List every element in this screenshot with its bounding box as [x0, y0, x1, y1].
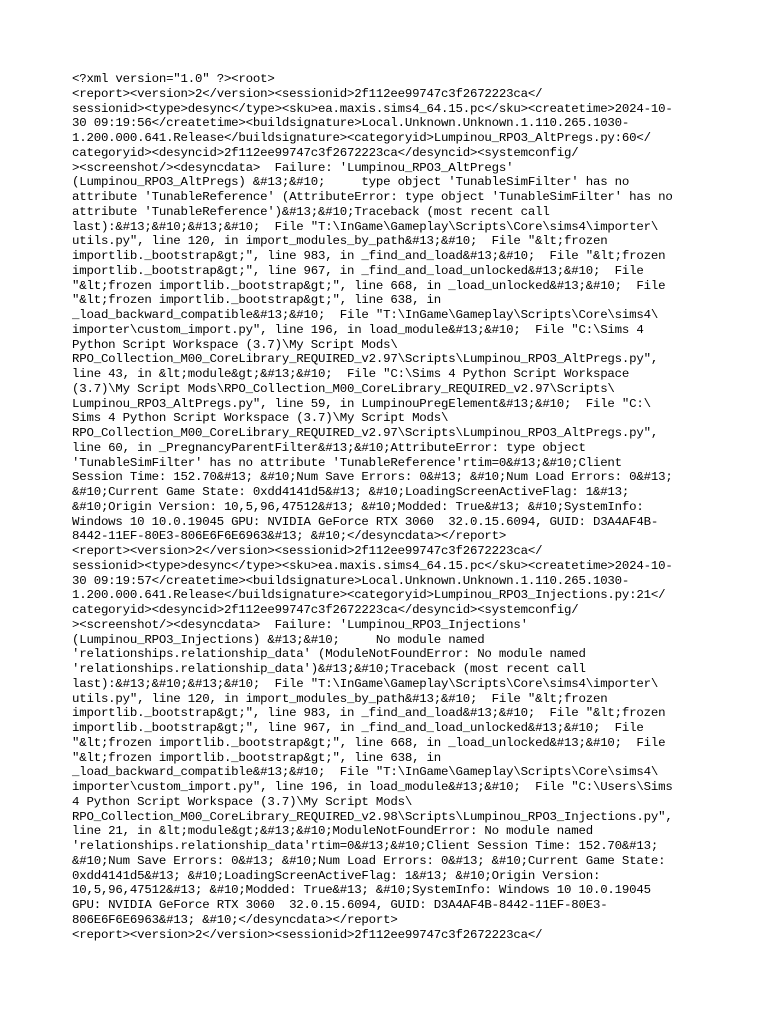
doc-line: 'relationships.relationship_data'rtim=0&#13;&#10;Client Session Time: 152.70&#13;: [72, 839, 659, 853]
doc-line: attribute 'TunableReference' (AttributeError: type object 'TunableSimFilter' has no: [72, 190, 673, 204]
doc-line: RPO_Collection_M00_CoreLibrary_REQUIRED_v2.98\Scripts\Lumpinou_RPO3_Injections.py",: [72, 809, 673, 824]
doc-line: sessionid><type>desync</type><sku>ea.maxis.sims4_64.15.pc</sku><createtime>2024-10-: [72, 101, 673, 116]
doc-line: importlib._bootstrap&gt;", line 983, in _find_and_load&#13;&#10; File "&lt;frozen: [72, 706, 666, 721]
doc-line: Sims 4 Python Script Workspace (3.7)\My Script Mods\: [72, 411, 449, 426]
doc-line: attribute 'TunableReference')&#13;&#10;Traceback (most recent call: [72, 204, 550, 219]
doc-line: 30 09:19:57</createtime><buildsignature>Local.Unknown.Unknown.1.110.265.1030-: [72, 573, 630, 588]
doc-line: ><screenshot/><desyncdata> Failure: 'Lumpinou_RPO3_AltPregs': [72, 160, 514, 175]
doc-line: &#10;Current Game State: 0xdd4141d5&#13; &#10;LoadingScreenActiveFlag: 1&#13;: [72, 485, 630, 499]
doc-line: <report><version>2</version><sessionid>2f112ee99747c3f2672223ca</: [72, 927, 543, 942]
doc-line: Python Script Workspace (3.7)\My Script Mods\: [72, 337, 398, 352]
doc-line: Lumpinou_RPO3_AltPregs.py", line 59, in LumpinouPregElement&#13;&#10; File "C:\: [72, 396, 651, 411]
doc-line: utils.py", line 120, in import_modules_by_path&#13;&#10; File "&lt;frozen: [72, 234, 608, 249]
doc-line: _load_backward_compatible&#13;&#10; File "T:\InGame\Gameplay\Scripts\Core\sims4\: [72, 765, 659, 780]
doc-line: importer\custom_import.py", line 196, in load_module&#13;&#10; File "C:\Users\Sims: [72, 780, 673, 794]
doc-line: utils.py", line 120, in import_modules_by_path&#13;&#10; File "&lt;frozen: [72, 691, 608, 706]
doc-line: (3.7)\My Script Mods\RPO_Collection_M00_CoreLibrary_REQUIRED_v2.97\Scripts\: [72, 381, 615, 396]
doc-line: Windows 10 10.0.19045 GPU: NVIDIA GeForce RTX 3060 32.0.15.6094, GUID: D3A4AF4B-: [72, 514, 659, 529]
doc-line: ><screenshot/><desyncdata> Failure: 'Lumpinou_RPO3_Injections': [72, 617, 528, 632]
doc-line: importlib._bootstrap&gt;", line 967, in _find_and_load_unlocked&#13;&#10; File: [72, 263, 644, 278]
document-text-block: [72, 72, 712, 942]
doc-line: RPO_Collection_M00_CoreLibrary_REQUIRED_v2.97\Scripts\Lumpinou_RPO3_AltPregs.py",: [72, 426, 659, 440]
doc-line: Session Time: 152.70&#13; &#10;Num Save Errors: 0&#13; &#10;Num Load Errors: 0&#13;: [72, 470, 673, 485]
doc-line: 0xdd4141d5&#13; &#10;LoadingScreenActiveFlag: 1&#13; &#10;Origin Version:: [72, 868, 601, 883]
doc-line: line 60, in _PregnancyParentFilter&#13;&#10;AttributeError: type object: [72, 440, 586, 455]
doc-line: "&lt;frozen importlib._bootstrap&gt;", line 668, in _load_unlocked&#13;&#10; File: [72, 278, 666, 293]
doc-line: <report><version>2</version><sessionid>2f112ee99747c3f2672223ca</: [72, 86, 543, 101]
doc-line: categoryid><desyncid>2f112ee99747c3f2672223ca</desyncid><systemconfig/: [72, 145, 579, 160]
doc-line: &#10;Origin Version: 10,5,96,47512&#13; &#10;Modded: True&#13; &#10;SystemInfo:: [72, 499, 644, 514]
doc-line: 'relationships.relationship_data')&#13;&#10;Traceback (most recent call: [72, 662, 586, 676]
doc-line: &#10;Num Save Errors: 0&#13; &#10;Num Load Errors: 0&#13; &#10;Current Game State:: [72, 853, 666, 868]
doc-line: 1.200.000.641.Release</buildsignature><categoryid>Lumpinou_RPO3_AltPregs.py:60</: [72, 131, 651, 145]
doc-line: GPU: NVIDIA GeForce RTX 3060 32.0.15.6094, GUID: D3A4AF4B-8442-11EF-80E3-: [72, 898, 608, 912]
doc-line: 806E6F6E6963&#13; &#10;</desyncdata></report>: [72, 912, 398, 927]
doc-line: last):&#13;&#10;&#13;&#10; File "T:\InGame\Gameplay\Scripts\Core\sims4\importer\: [72, 676, 659, 691]
doc-line: _load_backward_compatible&#13;&#10; File "T:\InGame\Gameplay\Scripts\Core\sims4\: [72, 308, 659, 322]
doc-line: line 43, in &lt;module&gt;&#13;&#10; File "C:\Sims 4 Python Script Workspace: [72, 367, 630, 381]
doc-line: 4 Python Script Workspace (3.7)\My Script Mods\: [72, 794, 413, 809]
doc-line: line 21, in &lt;module&gt;&#13;&#10;ModuleNotFoundError: No module named: [72, 824, 593, 839]
doc-line: 'TunableSimFilter' has no attribute 'TunableReference'rtim=0&#13;&#10;Client: [72, 455, 622, 470]
doc-line: "&lt;frozen importlib._bootstrap&gt;", line 638, in: [72, 293, 442, 308]
doc-line: importer\custom_import.py", line 196, in load_module&#13;&#10; File "C:\Sims 4: [72, 322, 644, 337]
doc-line: "&lt;frozen importlib._bootstrap&gt;", line 638, in: [72, 750, 442, 765]
doc-line: last):&#13;&#10;&#13;&#10; File "T:\InGame\Gameplay\Scripts\Core\sims4\importer\: [72, 219, 659, 234]
doc-line: <?xml version="1.0" ?><root>: [72, 72, 275, 86]
doc-line: <report><version>2</version><sessionid>2f112ee99747c3f2672223ca</: [72, 544, 543, 558]
doc-line: RPO_Collection_M00_CoreLibrary_REQUIRED_v2.97\Scripts\Lumpinou_RPO3_AltPregs.py",: [72, 352, 659, 367]
doc-line: (Lumpinou_RPO3_AltPregs) &#13;&#10; type object 'TunableSimFilter' has no: [72, 175, 630, 190]
doc-line: importlib._bootstrap&gt;", line 967, in _find_and_load_unlocked&#13;&#10; File: [72, 721, 644, 735]
doc-line: (Lumpinou_RPO3_Injections) &#13;&#10; No module named: [72, 632, 485, 647]
doc-line: categoryid><desyncid>2f112ee99747c3f2672223ca</desyncid><systemconfig/: [72, 603, 579, 617]
doc-line: sessionid><type>desync</type><sku>ea.maxis.sims4_64.15.pc</sku><createtime>2024-10-: [72, 558, 673, 573]
doc-line: 30 09:19:56</createtime><buildsignature>Local.Unknown.Unknown.1.110.265.1030-: [72, 116, 630, 131]
doc-line: "&lt;frozen importlib._bootstrap&gt;", line 668, in _load_unlocked&#13;&#10; File: [72, 735, 666, 750]
doc-line: 8442-11EF-80E3-806E6F6E6963&#13; &#10;</desyncdata></report>: [72, 529, 507, 544]
doc-line: 'relationships.relationship_data' (ModuleNotFoundError: No module named: [72, 647, 586, 662]
doc-line: 1.200.000.641.Release</buildsignature><categoryid>Lumpinou_RPO3_Injections.py:21</: [72, 588, 666, 603]
doc-line: importlib._bootstrap&gt;", line 983, in _find_and_load&#13;&#10; File "&lt;frozen: [72, 249, 666, 263]
doc-line: 10,5,96,47512&#13; &#10;Modded: True&#13; &#10;SystemInfo: Windows 10 10.0.19045: [72, 883, 651, 898]
